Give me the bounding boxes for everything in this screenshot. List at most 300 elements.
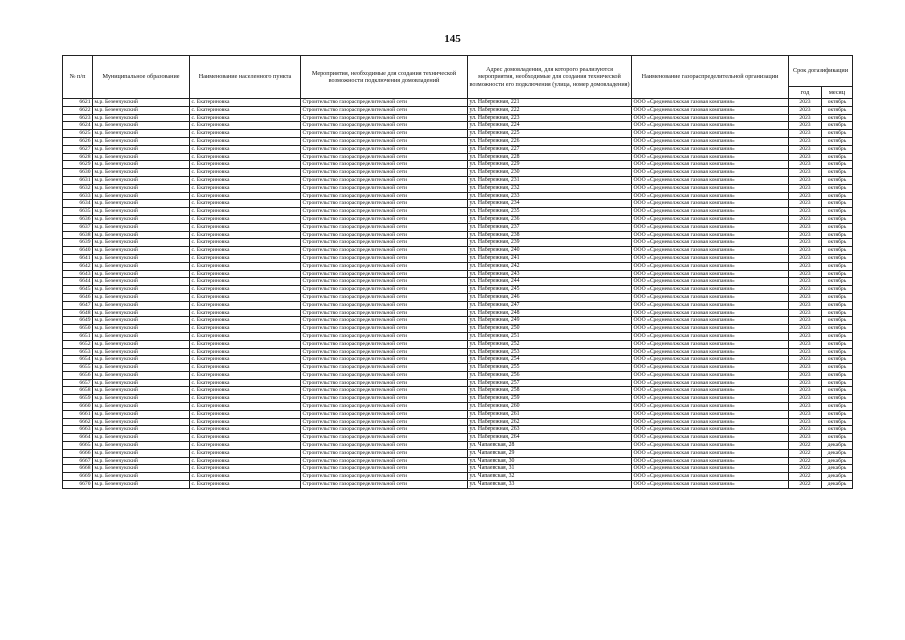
row-month: октябрь [822, 356, 853, 364]
table-row [63, 465, 853, 473]
row-municipality: м.р. Безенчукский [93, 481, 190, 489]
row-number: 6627 [63, 145, 93, 153]
row-measure: Строительство газораспределительной сети [301, 239, 468, 247]
row-month: октябрь [822, 239, 853, 247]
row-address: ул. Набережная, 243 [468, 270, 632, 278]
row-month: октябрь [822, 340, 853, 348]
row-municipality: м.р. Безенчукский [93, 395, 190, 403]
row-settlement: с. Екатериновка [190, 371, 301, 379]
row-month: октябрь [822, 270, 853, 278]
row-address: ул. Набережная, 227 [468, 145, 632, 153]
row-settlement: с. Екатериновка [190, 122, 301, 130]
table-row [63, 161, 853, 169]
row-address: ул. Набережная, 255 [468, 364, 632, 372]
row-year: 2023 [789, 192, 822, 200]
row-settlement: с. Екатериновка [190, 395, 301, 403]
row-organization: ООО «Средневолжская газовая компания» [632, 371, 789, 379]
row-year: 2023 [789, 364, 822, 372]
header-municipality: Муниципальное образование [93, 56, 190, 99]
row-number: 6628 [63, 153, 93, 161]
row-measure: Строительство газораспределительной сети [301, 192, 468, 200]
row-number: 6660 [63, 403, 93, 411]
row-municipality: м.р. Безенчукский [93, 293, 190, 301]
row-municipality: м.р. Безенчукский [93, 254, 190, 262]
table-row [63, 301, 853, 309]
row-settlement: с. Екатериновка [190, 379, 301, 387]
row-settlement: с. Екатериновка [190, 176, 301, 184]
row-year: 2023 [789, 130, 822, 138]
row-month: октябрь [822, 387, 853, 395]
row-municipality: м.р. Безенчукский [93, 286, 190, 294]
row-month: октябрь [822, 247, 853, 255]
row-year: 2023 [789, 137, 822, 145]
row-organization: ООО «Средневолжская газовая компания» [632, 122, 789, 130]
row-number: 6654 [63, 356, 93, 364]
row-organization: ООО «Средневолжская газовая компания» [632, 192, 789, 200]
row-settlement: с. Екатериновка [190, 184, 301, 192]
row-settlement: с. Екатериновка [190, 434, 301, 442]
row-number: 6655 [63, 364, 93, 372]
row-measure: Строительство газораспределительной сети [301, 449, 468, 457]
row-organization: ООО «Средневолжская газовая компания» [632, 465, 789, 473]
row-organization: ООО «Средневолжская газовая компания» [632, 153, 789, 161]
row-measure: Строительство газораспределительной сети [301, 364, 468, 372]
row-organization: ООО «Средневолжская газовая компания» [632, 332, 789, 340]
row-number: 6624 [63, 122, 93, 130]
row-municipality: м.р. Безенчукский [93, 99, 190, 107]
table-row [63, 137, 853, 145]
row-settlement: с. Екатериновка [190, 340, 301, 348]
row-settlement: с. Екатериновка [190, 293, 301, 301]
row-measure: Строительство газораспределительной сети [301, 137, 468, 145]
table-row [63, 270, 853, 278]
row-organization: ООО «Средневолжская газовая компания» [632, 426, 789, 434]
row-settlement: с. Екатериновка [190, 208, 301, 216]
row-month: октябрь [822, 161, 853, 169]
row-number: 6625 [63, 130, 93, 138]
row-year: 2023 [789, 262, 822, 270]
row-number: 6630 [63, 169, 93, 177]
table-row [63, 340, 853, 348]
table-body [63, 99, 853, 489]
row-number: 6639 [63, 239, 93, 247]
row-month: октябрь [822, 348, 853, 356]
row-month: октябрь [822, 122, 853, 130]
row-number: 6622 [63, 106, 93, 114]
row-organization: ООО «Средневолжская газовая компания» [632, 254, 789, 262]
row-settlement: с. Екатериновка [190, 247, 301, 255]
row-measure: Строительство газораспределительной сети [301, 208, 468, 216]
table-row [63, 286, 853, 294]
row-address: ул. Чапаевская, 28 [468, 442, 632, 450]
row-number: 6657 [63, 379, 93, 387]
header-deadline: Срок догазификации [789, 56, 853, 87]
row-year: 2023 [789, 403, 822, 411]
row-number: 6659 [63, 395, 93, 403]
table-row [63, 426, 853, 434]
row-settlement: с. Екатериновка [190, 332, 301, 340]
row-organization: ООО «Средневолжская газовая компания» [632, 348, 789, 356]
row-address: ул. Набережная, 252 [468, 340, 632, 348]
row-number: 6644 [63, 278, 93, 286]
row-number: 6643 [63, 270, 93, 278]
row-year: 2023 [789, 301, 822, 309]
row-year: 2023 [789, 254, 822, 262]
row-month: октябрь [822, 106, 853, 114]
row-organization: ООО «Средневолжская газовая компания» [632, 309, 789, 317]
row-measure: Строительство газораспределительной сети [301, 309, 468, 317]
row-organization: ООО «Средневолжская газовая компания» [632, 184, 789, 192]
header-organization: Наименование газораспределительной организации [632, 56, 789, 99]
row-month: октябрь [822, 99, 853, 107]
row-organization: ООО «Средневолжская газовая компания» [632, 114, 789, 122]
row-month: октябрь [822, 215, 853, 223]
row-number: 6667 [63, 457, 93, 465]
row-municipality: м.р. Безенчукский [93, 457, 190, 465]
row-organization: ООО «Средневолжская газовая компания» [632, 169, 789, 177]
row-year: 2023 [789, 161, 822, 169]
row-organization: ООО «Средневолжская газовая компания» [632, 239, 789, 247]
row-organization: ООО «Средневолжская газовая компания» [632, 356, 789, 364]
row-municipality: м.р. Безенчукский [93, 434, 190, 442]
row-number: 6633 [63, 192, 93, 200]
row-month: октябрь [822, 184, 853, 192]
row-month: декабрь [822, 449, 853, 457]
table-row [63, 145, 853, 153]
row-municipality: м.р. Безенчукский [93, 473, 190, 481]
row-municipality: м.р. Безенчукский [93, 332, 190, 340]
row-organization: ООО «Средневолжская газовая компания» [632, 215, 789, 223]
row-measure: Строительство газораспределительной сети [301, 262, 468, 270]
row-year: 2023 [789, 99, 822, 107]
row-month: октябрь [822, 403, 853, 411]
row-municipality: м.р. Безенчукский [93, 387, 190, 395]
table-row [63, 215, 853, 223]
row-year: 2023 [789, 317, 822, 325]
row-number: 6652 [63, 340, 93, 348]
row-organization: ООО «Средневолжская газовая компания» [632, 286, 789, 294]
row-address: ул. Набережная, 259 [468, 395, 632, 403]
row-organization: ООО «Средневолжская газовая компания» [632, 270, 789, 278]
row-address: ул. Набережная, 239 [468, 239, 632, 247]
table-row [63, 442, 853, 450]
table-row [63, 418, 853, 426]
row-month: октябрь [822, 410, 853, 418]
row-municipality: м.р. Безенчукский [93, 106, 190, 114]
row-month: октябрь [822, 192, 853, 200]
row-year: 2023 [789, 208, 822, 216]
row-municipality: м.р. Безенчукский [93, 208, 190, 216]
row-number: 6631 [63, 176, 93, 184]
header-measures: Мероприятия, необходимые для создания технической возможности подключения домовладений [301, 56, 468, 99]
row-settlement: с. Екатериновка [190, 215, 301, 223]
row-organization: ООО «Средневолжская газовая компания» [632, 481, 789, 489]
row-measure: Строительство газораспределительной сети [301, 317, 468, 325]
row-settlement: с. Екатериновка [190, 356, 301, 364]
row-month: октябрь [822, 395, 853, 403]
row-number: 6650 [63, 325, 93, 333]
row-municipality: м.р. Безенчукский [93, 348, 190, 356]
row-address: ул. Набережная, 240 [468, 247, 632, 255]
row-address: ул. Набережная, 260 [468, 403, 632, 411]
row-number: 6621 [63, 99, 93, 107]
row-organization: ООО «Средневолжская газовая компания» [632, 130, 789, 138]
row-measure: Строительство газораспределительной сети [301, 286, 468, 294]
table-row [63, 184, 853, 192]
row-settlement: с. Екатериновка [190, 364, 301, 372]
table-row [63, 309, 853, 317]
table-row [63, 169, 853, 177]
row-measure: Строительство газораспределительной сети [301, 332, 468, 340]
row-measure: Строительство газораспределительной сети [301, 395, 468, 403]
row-month: октябрь [822, 371, 853, 379]
row-organization: ООО «Средневолжская газовая компания» [632, 364, 789, 372]
row-month: октябрь [822, 426, 853, 434]
table-row [63, 114, 853, 122]
row-address: ул. Набережная, 264 [468, 434, 632, 442]
row-measure: Строительство газораспределительной сети [301, 465, 468, 473]
row-year: 2023 [789, 434, 822, 442]
row-number: 6640 [63, 247, 93, 255]
row-address: ул. Набережная, 248 [468, 309, 632, 317]
row-organization: ООО «Средневолжская газовая компания» [632, 137, 789, 145]
row-year: 2023 [789, 387, 822, 395]
row-number: 6635 [63, 208, 93, 216]
row-number: 6626 [63, 137, 93, 145]
row-settlement: с. Екатериновка [190, 106, 301, 114]
row-measure: Строительство газораспределительной сети [301, 379, 468, 387]
table-row [63, 410, 853, 418]
table-row [63, 403, 853, 411]
table-row [63, 332, 853, 340]
row-address: ул. Набережная, 221 [468, 99, 632, 107]
row-year: 2023 [789, 153, 822, 161]
row-municipality: м.р. Безенчукский [93, 169, 190, 177]
row-organization: ООО «Средневолжская газовая компания» [632, 262, 789, 270]
row-year: 2023 [789, 278, 822, 286]
table-row [63, 254, 853, 262]
row-year: 2023 [789, 247, 822, 255]
row-month: октябрь [822, 332, 853, 340]
row-measure: Строительство газораспределительной сети [301, 426, 468, 434]
row-address: ул. Набережная, 256 [468, 371, 632, 379]
row-month: октябрь [822, 231, 853, 239]
row-address: ул. Набережная, 250 [468, 325, 632, 333]
row-year: 2023 [789, 176, 822, 184]
row-organization: ООО «Средневолжская газовая компания» [632, 434, 789, 442]
row-month: октябрь [822, 208, 853, 216]
row-address: ул. Набережная, 262 [468, 418, 632, 426]
row-measure: Строительство газораспределительной сети [301, 254, 468, 262]
row-settlement: с. Екатериновка [190, 278, 301, 286]
row-organization: ООО «Средневолжская газовая компания» [632, 317, 789, 325]
row-settlement: с. Екатериновка [190, 262, 301, 270]
table-row [63, 106, 853, 114]
row-measure: Строительство газораспределительной сети [301, 301, 468, 309]
table-row [63, 122, 853, 130]
table-row [63, 457, 853, 465]
row-municipality: м.р. Безенчукский [93, 403, 190, 411]
row-settlement: с. Екатериновка [190, 114, 301, 122]
row-municipality: м.р. Безенчукский [93, 325, 190, 333]
row-settlement: с. Екатериновка [190, 145, 301, 153]
row-month: октябрь [822, 278, 853, 286]
row-address: ул. Набережная, 230 [468, 169, 632, 177]
row-settlement: с. Екатериновка [190, 223, 301, 231]
row-year: 2023 [789, 356, 822, 364]
row-measure: Строительство газораспределительной сети [301, 418, 468, 426]
row-number: 6641 [63, 254, 93, 262]
row-number: 6648 [63, 309, 93, 317]
row-municipality: м.р. Безенчукский [93, 262, 190, 270]
row-address: ул. Набережная, 224 [468, 122, 632, 130]
row-address: ул. Чапаевская, 29 [468, 449, 632, 457]
table-row [63, 247, 853, 255]
row-municipality: м.р. Безенчукский [93, 114, 190, 122]
table-row [63, 434, 853, 442]
row-municipality: м.р. Безенчукский [93, 309, 190, 317]
row-number: 6663 [63, 426, 93, 434]
table-row [63, 130, 853, 138]
row-settlement: с. Екатериновка [190, 99, 301, 107]
row-organization: ООО «Средневолжская газовая компания» [632, 145, 789, 153]
row-organization: ООО «Средневолжская газовая компания» [632, 247, 789, 255]
row-address: ул. Набережная, 228 [468, 153, 632, 161]
row-year: 2023 [789, 106, 822, 114]
row-year: 2022 [789, 481, 822, 489]
row-municipality: м.р. Безенчукский [93, 364, 190, 372]
table-row [63, 192, 853, 200]
row-address: ул. Набережная, 244 [468, 278, 632, 286]
row-organization: ООО «Средневолжская газовая компания» [632, 449, 789, 457]
gasification-table [62, 55, 853, 489]
row-address: ул. Набережная, 225 [468, 130, 632, 138]
row-organization: ООО «Средневолжская газовая компания» [632, 99, 789, 107]
row-measure: Строительство газораспределительной сети [301, 200, 468, 208]
row-address: ул. Набережная, 238 [468, 231, 632, 239]
table-row [63, 262, 853, 270]
row-year: 2023 [789, 114, 822, 122]
row-address: ул. Чапаевская, 32 [468, 473, 632, 481]
row-settlement: с. Екатериновка [190, 130, 301, 138]
row-organization: ООО «Средневолжская газовая компания» [632, 106, 789, 114]
row-year: 2023 [789, 348, 822, 356]
row-measure: Строительство газораспределительной сети [301, 161, 468, 169]
row-month: октябрь [822, 223, 853, 231]
row-number: 6662 [63, 418, 93, 426]
header-address: Адрес домовладения, для которого реализуются мероприятия, необходимые для создания технической возможности его подключения (улица, номер домовладения) [468, 56, 632, 99]
row-address: ул. Набережная, 223 [468, 114, 632, 122]
row-month: декабрь [822, 457, 853, 465]
row-year: 2023 [789, 145, 822, 153]
row-organization: ООО «Средневолжская газовая компания» [632, 301, 789, 309]
row-address: ул. Набережная, 235 [468, 208, 632, 216]
row-settlement: с. Екатериновка [190, 200, 301, 208]
row-measure: Строительство газораспределительной сети [301, 481, 468, 489]
table-row [63, 449, 853, 457]
row-municipality: м.р. Безенчукский [93, 130, 190, 138]
row-month: октябрь [822, 379, 853, 387]
table-row [63, 278, 853, 286]
row-municipality: м.р. Безенчукский [93, 278, 190, 286]
row-measure: Строительство газораспределительной сети [301, 434, 468, 442]
row-organization: ООО «Средневолжская газовая компания» [632, 473, 789, 481]
row-year: 2023 [789, 239, 822, 247]
table-row [63, 293, 853, 301]
row-municipality: м.р. Безенчукский [93, 200, 190, 208]
row-organization: ООО «Средневолжская газовая компания» [632, 395, 789, 403]
row-settlement: с. Екатериновка [190, 348, 301, 356]
table-row [63, 239, 853, 247]
row-address: ул. Набережная, 251 [468, 332, 632, 340]
row-number: 6637 [63, 223, 93, 231]
row-measure: Строительство газораспределительной сети [301, 348, 468, 356]
header-num: № п/п [63, 56, 93, 99]
row-organization: ООО «Средневолжская газовая компания» [632, 403, 789, 411]
row-address: ул. Набережная, 258 [468, 387, 632, 395]
table-row [63, 387, 853, 395]
row-month: октябрь [822, 114, 853, 122]
row-address: ул. Набережная, 234 [468, 200, 632, 208]
row-settlement: с. Екатериновка [190, 254, 301, 262]
row-measure: Строительство газораспределительной сети [301, 442, 468, 450]
row-month: октябрь [822, 254, 853, 262]
row-number: 6666 [63, 449, 93, 457]
row-measure: Строительство газораспределительной сети [301, 114, 468, 122]
row-address: ул. Чапаевская, 30 [468, 457, 632, 465]
row-month: октябрь [822, 130, 853, 138]
row-settlement: с. Екатериновка [190, 270, 301, 278]
row-measure: Строительство газораспределительной сети [301, 293, 468, 301]
header-settlement: Наименование населенного пункта [190, 56, 301, 99]
row-measure: Строительство газораспределительной сети [301, 122, 468, 130]
row-measure: Строительство газораспределительной сети [301, 356, 468, 364]
row-municipality: м.р. Безенчукский [93, 161, 190, 169]
row-year: 2023 [789, 332, 822, 340]
row-number: 6632 [63, 184, 93, 192]
row-year: 2022 [789, 442, 822, 450]
row-organization: ООО «Средневолжская газовая компания» [632, 379, 789, 387]
row-month: октябрь [822, 286, 853, 294]
row-municipality: м.р. Безенчукский [93, 145, 190, 153]
row-measure: Строительство газораспределительной сети [301, 340, 468, 348]
row-settlement: с. Екатериновка [190, 317, 301, 325]
row-number: 6665 [63, 442, 93, 450]
row-year: 2023 [789, 371, 822, 379]
row-number: 6645 [63, 286, 93, 294]
row-year: 2023 [789, 169, 822, 177]
row-measure: Строительство газораспределительной сети [301, 169, 468, 177]
row-year: 2023 [789, 293, 822, 301]
row-settlement: с. Екатериновка [190, 426, 301, 434]
row-settlement: с. Екатериновка [190, 473, 301, 481]
row-settlement: с. Екатериновка [190, 481, 301, 489]
row-address: ул. Набережная, 257 [468, 379, 632, 387]
row-address: ул. Набережная, 237 [468, 223, 632, 231]
row-address: ул. Чапаевская, 33 [468, 481, 632, 489]
row-organization: ООО «Средневолжская газовая компания» [632, 161, 789, 169]
row-organization: ООО «Средневолжская газовая компания» [632, 340, 789, 348]
row-month: октябрь [822, 293, 853, 301]
row-measure: Строительство газораспределительной сети [301, 278, 468, 286]
row-measure: Строительство газораспределительной сети [301, 176, 468, 184]
row-year: 2023 [789, 223, 822, 231]
table-row [63, 348, 853, 356]
row-month: октябрь [822, 153, 853, 161]
row-organization: ООО «Средневолжская газовая компания» [632, 176, 789, 184]
row-address: ул. Набережная, 229 [468, 161, 632, 169]
table-row [63, 395, 853, 403]
